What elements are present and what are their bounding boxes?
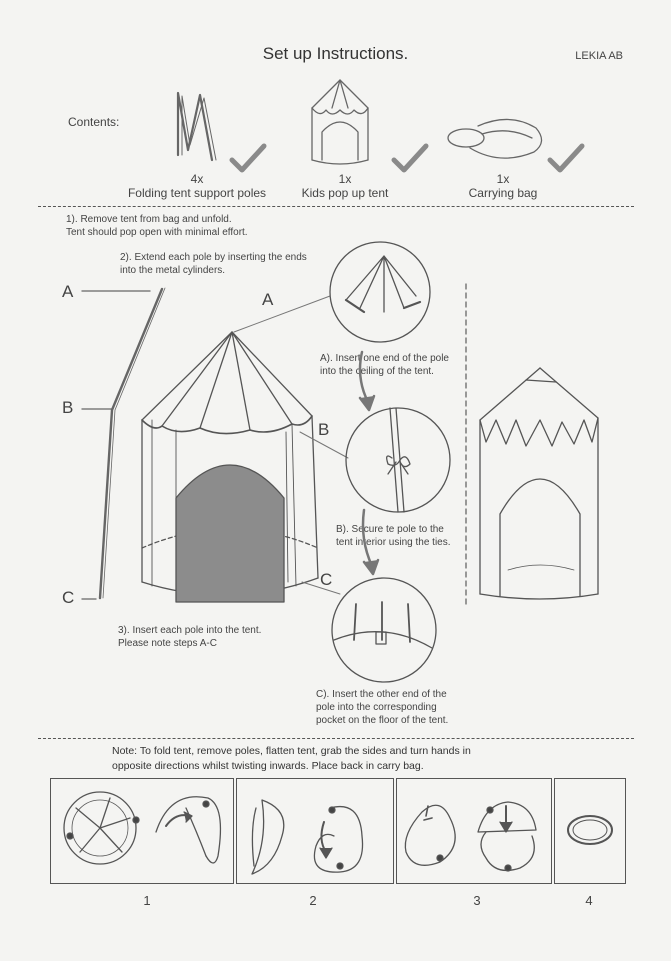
pole-label-c: C bbox=[62, 588, 75, 607]
pole-label-a: A bbox=[62, 282, 74, 301]
fold-step-4-illustration bbox=[568, 816, 612, 844]
checkmark-icon bbox=[394, 146, 426, 170]
main-tent-illustration bbox=[142, 332, 318, 602]
poles-icon bbox=[178, 93, 216, 160]
fold-step-3-number: 3 bbox=[473, 893, 481, 908]
arrow-down-icon bbox=[363, 510, 378, 574]
pencil-tent-illustration bbox=[480, 368, 598, 599]
detail-a-line1: A). Insert one end of the pole bbox=[320, 353, 449, 364]
detail-b-line1: B). Secure te pole to the bbox=[336, 524, 444, 535]
checkmark-icon bbox=[232, 146, 264, 170]
detail-label-a: A bbox=[262, 290, 274, 309]
fold-step-1-illustration bbox=[64, 792, 220, 864]
fold-note-line1: Note: To fold tent, remove poles, flatten tent, grab the sides and turn hands in bbox=[112, 745, 471, 757]
carrying-bag-icon bbox=[448, 119, 542, 158]
step3-line1: 3). Insert each pole into the tent. bbox=[118, 625, 262, 636]
pole-label-b: B bbox=[62, 398, 74, 417]
arrow-down-icon bbox=[360, 352, 374, 410]
fold-step-4-number: 4 bbox=[585, 893, 593, 908]
step3-line2: Please note steps A-C bbox=[118, 638, 217, 649]
detail-c-line2: pole into the corresponding bbox=[316, 702, 437, 713]
detail-a-line2: into the ceiling of the tent. bbox=[320, 366, 434, 377]
detail-b-line2: tent interior using the ties. bbox=[336, 537, 451, 548]
fold-step-2-number: 2 bbox=[309, 893, 317, 908]
detail-c-line3: pocket on the floor of the tent. bbox=[316, 715, 449, 726]
detail-circle-c bbox=[332, 578, 436, 682]
step2-line1: 2). Extend each pole by inserting the ends bbox=[120, 252, 307, 263]
fold-step-2-illustration bbox=[252, 800, 363, 874]
tent-qty: 1x bbox=[338, 172, 352, 186]
contents-label: Contents: bbox=[68, 115, 120, 129]
poles-label: Folding tent support poles bbox=[127, 186, 267, 200]
step2-line2: into the metal cylinders. bbox=[120, 265, 226, 276]
checkmark-icon bbox=[550, 146, 582, 170]
detail-label-b: B bbox=[318, 420, 330, 439]
bag-qty: 1x bbox=[496, 172, 510, 186]
detail-circle-a bbox=[330, 242, 430, 342]
detail-circle-b bbox=[346, 408, 450, 512]
fold-step-3-illustration bbox=[405, 802, 536, 871]
mini-tent-icon bbox=[312, 80, 368, 164]
detail-label-c: C bbox=[320, 570, 333, 589]
page-title: Set up Instructions. bbox=[262, 44, 409, 63]
step1-line2: Tent should pop open with minimal effort. bbox=[66, 227, 248, 238]
tent-label: Kids pop up tent bbox=[301, 186, 389, 200]
brand-name: LEKIA AB bbox=[575, 50, 623, 62]
fold-step-1-number: 1 bbox=[143, 893, 151, 908]
detail-c-line1: C). Insert the other end of the bbox=[316, 689, 447, 700]
pole-diagram bbox=[82, 288, 165, 599]
step1-line1: 1). Remove tent from bag and unfold. bbox=[66, 214, 232, 225]
bag-label: Carrying bag bbox=[468, 186, 538, 200]
fold-note-line2: opposite directions whilst twisting inwards. Place back in carry bag. bbox=[112, 760, 424, 772]
poles-qty: 4x bbox=[190, 172, 204, 186]
